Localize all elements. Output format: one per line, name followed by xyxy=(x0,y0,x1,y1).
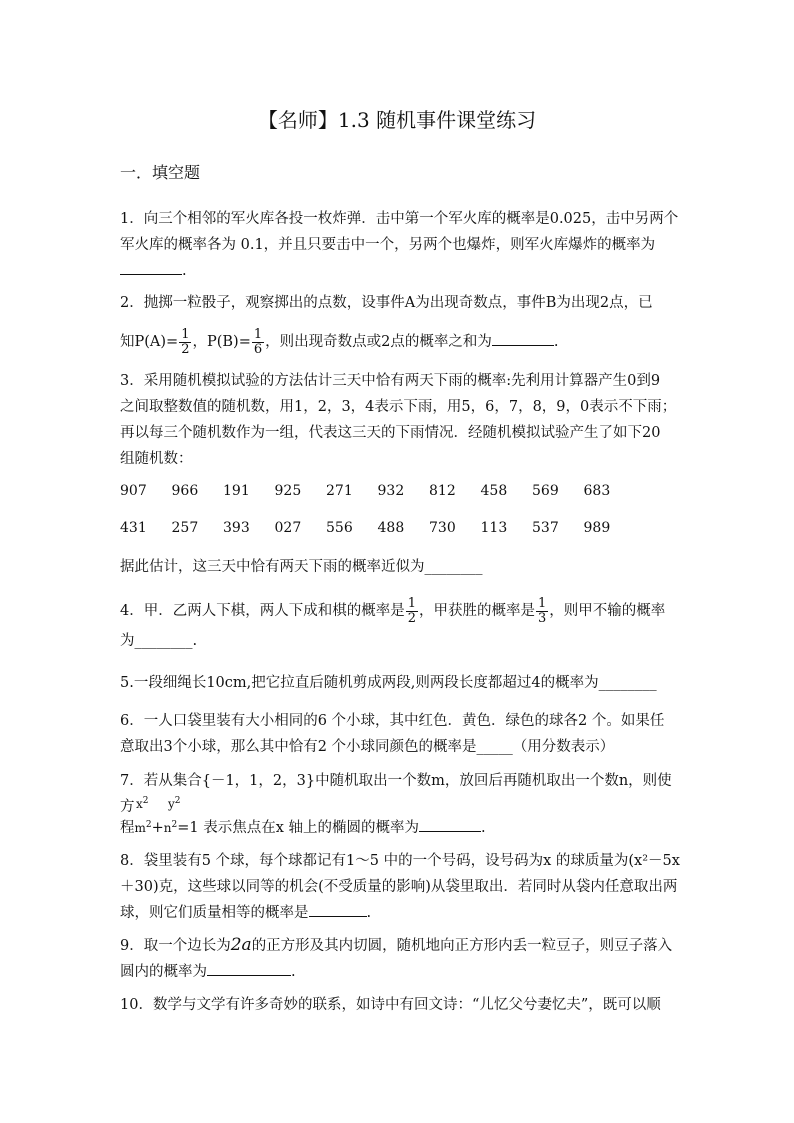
q4-line2: 为________. xyxy=(120,633,198,649)
question-3 xyxy=(120,368,680,472)
question-10: 10．数学与文学有许多奇妙的联系，如诗中有回文诗：“儿忆父兮妻忆夫”，既可以顺 xyxy=(120,997,661,1013)
ellipse-den-m: $m^2$ xyxy=(134,820,152,835)
q7-answer-blank[interactable] xyxy=(419,818,481,832)
q2-line1: 2．抛掷一粒骰子，观察掷出的点数，设事件A为出现奇数点，事件B为出现2点，已 xyxy=(120,295,653,311)
q8-answer-blank[interactable] xyxy=(309,903,367,917)
q3-line1: 3．采用随机模拟试验的方法估计三天中恰有两天下雨的概率:先利用计算器产生0到9 xyxy=(120,373,661,389)
question-9 xyxy=(120,932,680,985)
ellipse-num-y: $y^2$ xyxy=(168,796,181,811)
question-4 xyxy=(120,594,680,654)
q6-line2: 意取出3个小球，那么其中恰有2 个小球同颜色的概率是_____（用分数表示） xyxy=(120,739,615,755)
section-heading: 一．填空题 xyxy=(120,163,201,182)
q2-line2: 知P(A)= $\frac{1}{2}$ ，P(B)= $\frac{1}{6}$ ，则出现奇数点或2点的概率之和为 . xyxy=(120,326,559,357)
q8-line1: 8．袋里装有5 个球，每个球都记有1～5 中的一个号码，设号码为x 的球质量为(x²－5x xyxy=(120,853,680,869)
q9-answer-blank[interactable] xyxy=(207,962,291,976)
fraction-draw: $\frac{1}{2}$ xyxy=(407,595,417,626)
question-8 xyxy=(120,848,680,926)
q7-line1: 7．若从集合{－1，1，2，3}中随机取出一个数m，放回后再随机取出一个数n，则使方 xyxy=(120,773,672,815)
ellipse-den-n: $n^2$ xyxy=(163,820,178,835)
q6-line1: 6．一人口袋里装有大小相同的6 个小球，其中红色．黄色．绿色的球各2 个。如果任 xyxy=(120,713,665,729)
q2-answer-blank[interactable] xyxy=(492,332,554,346)
q1-line1: 1．向三个相邻的军火库各投一枚炸弹．击中第一个军火库的概率是0.025，击中另两个 xyxy=(120,211,679,227)
q7-line2: 程$m^2+n^2=1$ 表示焦点在x 轴上的椭圆的概率为 . xyxy=(120,820,486,836)
q8-line3: 球，则它们质量相等的概率是 . xyxy=(120,905,372,921)
ellipse-num-x: $x^2$ xyxy=(136,796,149,811)
q1-line3: . xyxy=(120,258,680,284)
q3-line3: 再以每三个随机数作为一组，代表这三天的下雨情况．经随机模拟试验产生了如下20 xyxy=(120,425,661,441)
fraction-pb: $\frac{1}{6}$ xyxy=(253,326,263,357)
q3-line4: 组随机数： xyxy=(120,451,193,467)
page-title: 【名师】1.3 随机事件课堂练习 xyxy=(257,108,537,132)
question-5: 5.一段细绳长10cm,把它拉直后随机剪成两段,则两段长度都超过4的概率为________ xyxy=(120,675,657,691)
q8-line2: ＋30)克，这些球以同等的机会(不受质量的影响)从袋里取出．若同时从袋内任意取出两 xyxy=(120,879,678,895)
q9-line2: 圆内的概率为 . xyxy=(120,964,296,980)
q3-line2: 之间取整数值的随机数，用1，2，3，4表示下雨，用5，6，7，8，9，0表示不下雨； xyxy=(120,399,677,415)
random-numbers-row-1: 907 966 191 925 271 932 812 458 569 683 xyxy=(120,483,611,499)
q1-answer-blank[interactable] xyxy=(120,261,182,275)
question-1 xyxy=(120,206,680,284)
question-6 xyxy=(120,708,680,760)
q3-conclusion: 据此估计，这三天中恰有两天下雨的概率近似为________ xyxy=(120,559,483,575)
question-2 xyxy=(120,290,680,358)
fraction-pa: $\frac{1}{2}$ xyxy=(181,326,190,357)
q1-line2: 军火库的概率各为 0.1，并且只要击中一个，另两个也爆炸，则军火库爆炸的概率为 xyxy=(120,237,656,253)
fraction-win: $\frac{1}{3}$ xyxy=(538,595,547,626)
q4-line1: 4．甲．乙两人下棋，两人下成和棋的概率是 $\frac{1}{2}$ ，甲获胜的概率是 $\frac{1}{3}$ ，则甲不输的概率 xyxy=(120,595,666,626)
q9-line1: 9．取一个边长为2a的正方形及其内切圆，随机地向正方形内丢一粒豆子，则豆子落入 xyxy=(120,935,673,955)
random-numbers-row-2: 431 257 393 027 556 488 730 113 537 989 xyxy=(120,520,611,536)
